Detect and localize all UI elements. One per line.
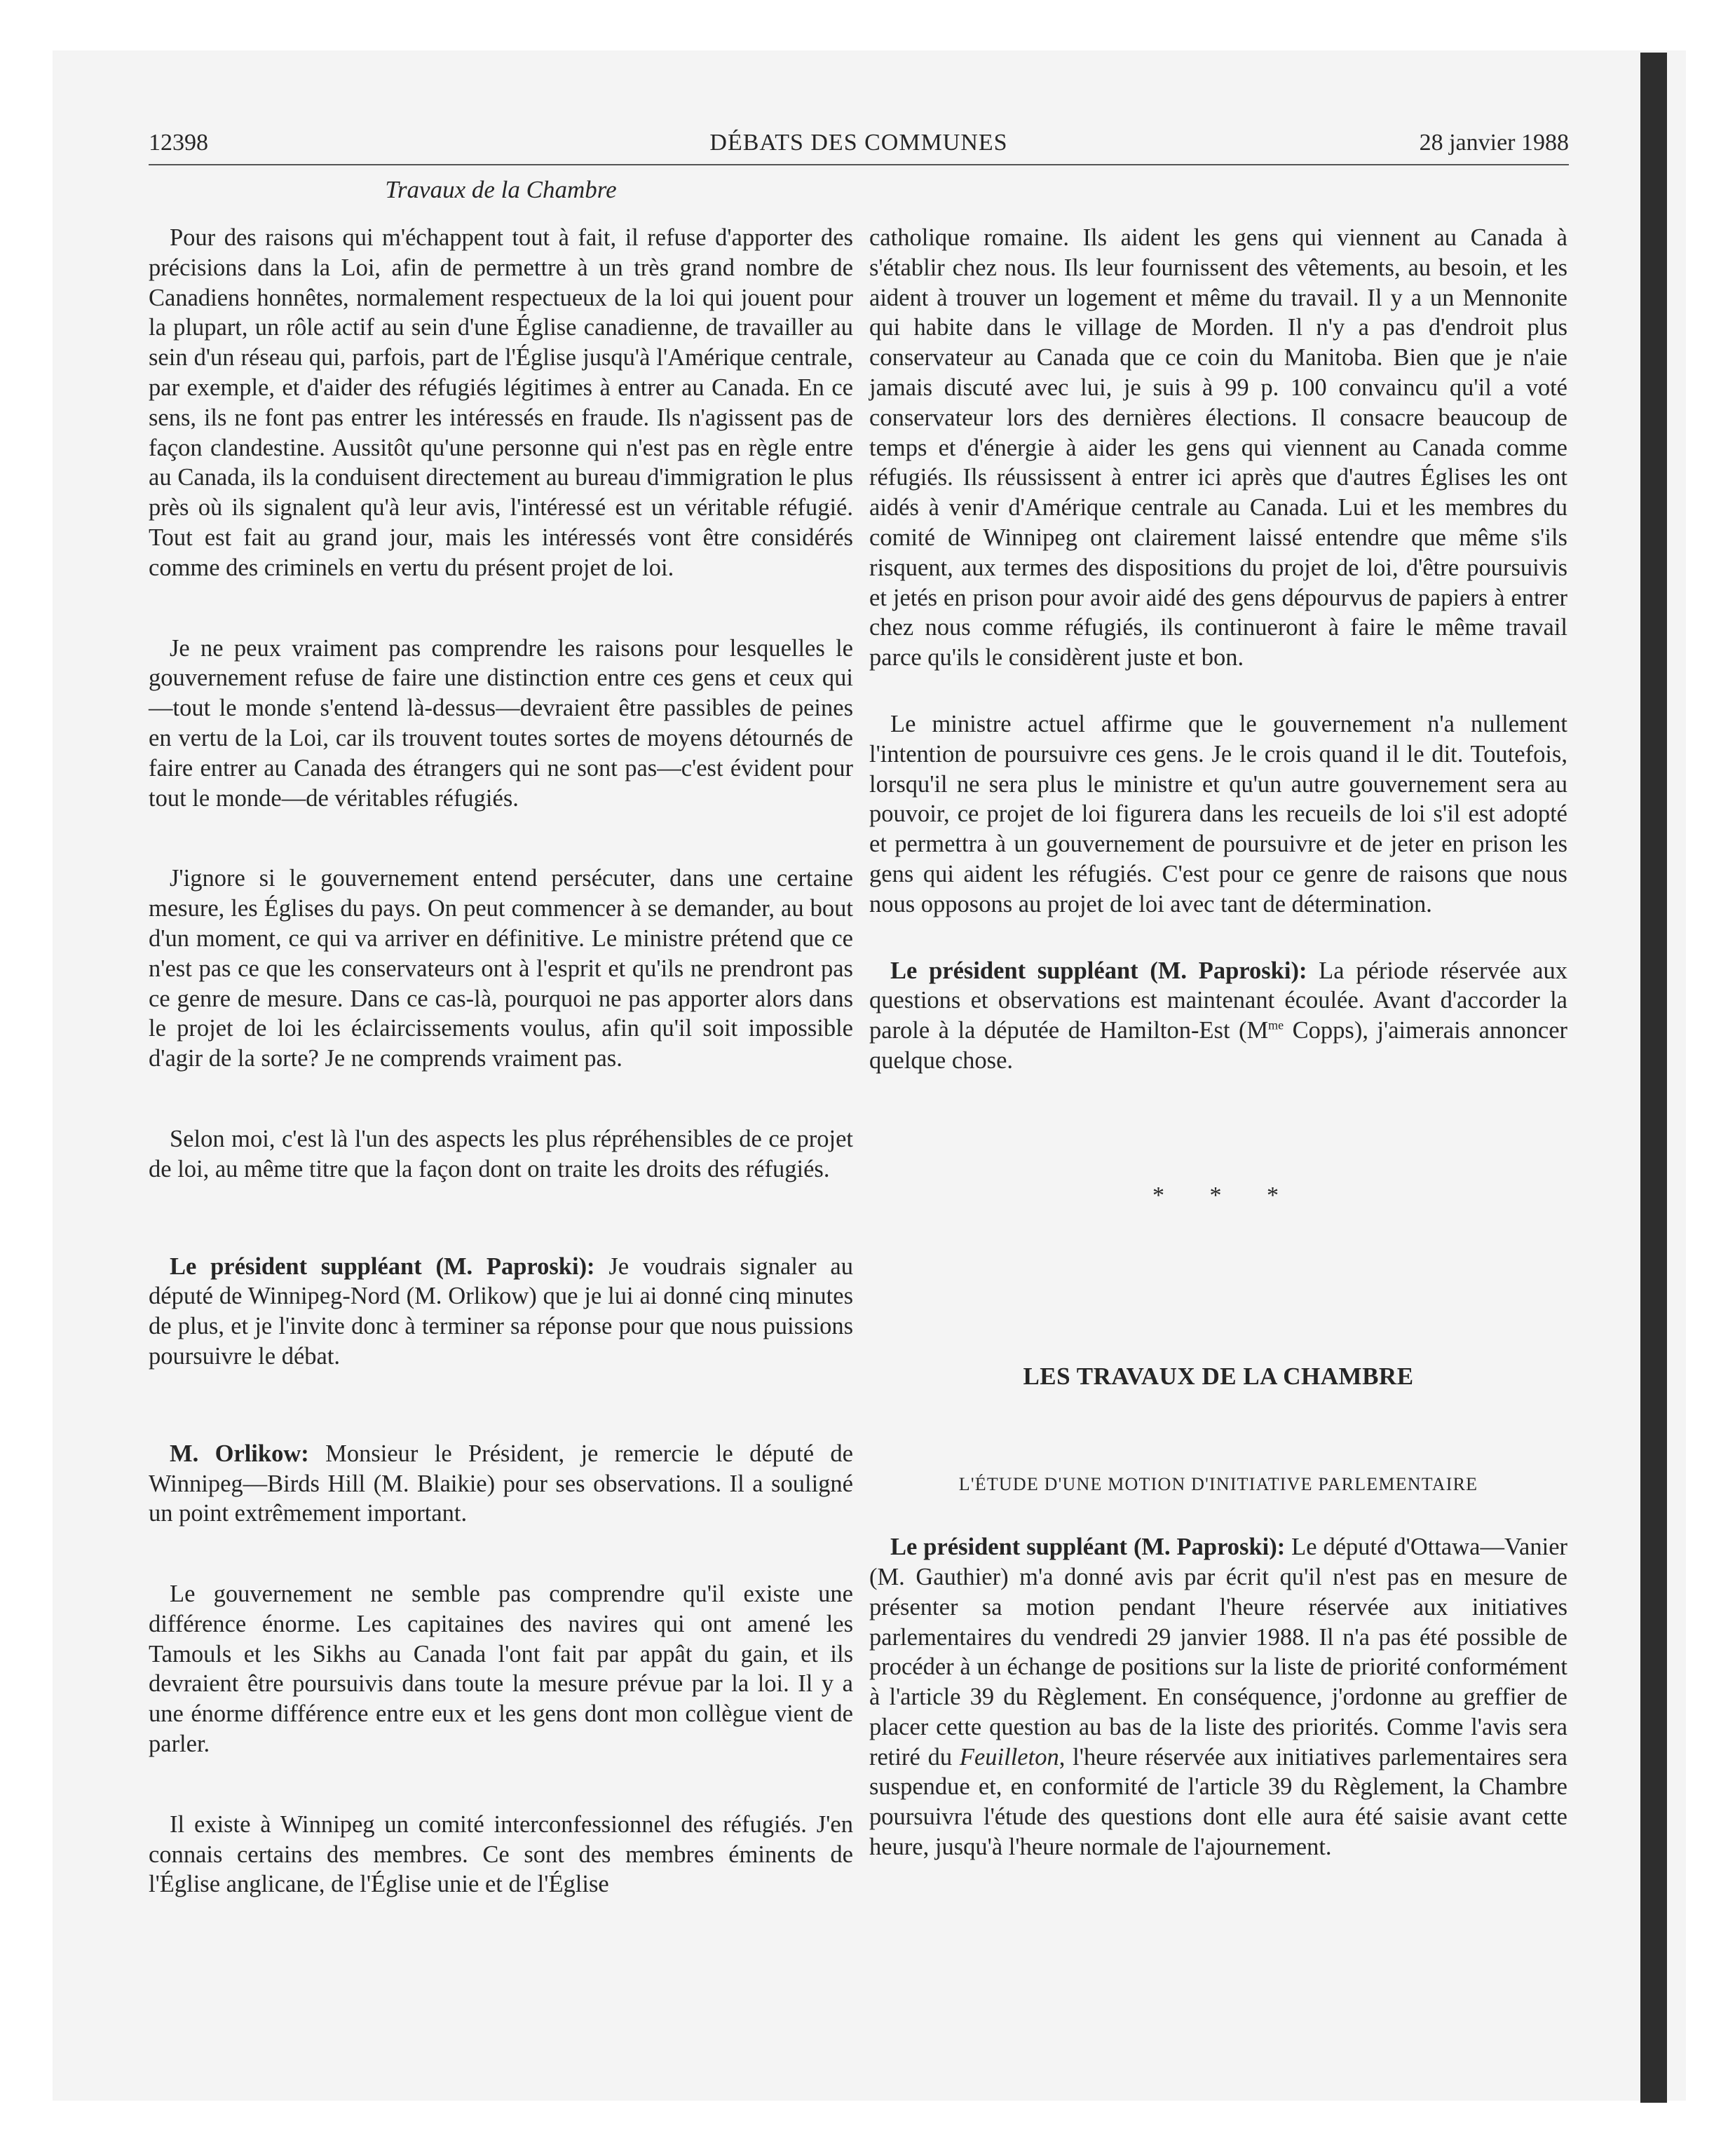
paragraph: Je ne peux vraiment pas comprendre les raisons pour lesquelles le gouvernement refuse de faire une distinction entre ces gens et ceux qui—tout le monde s'entend là-dessus—devraient être passibles de peines en vertu de la Loi, car ils trouvent toutes sortes de moyens détournés de faire entrer au Canada des étrangers qui ne sont pas—c'est évident pour tout le monde—de véritables réfugiés. <box>149 634 853 812</box>
speech-text: Copps), j'aimerais annoncer quelque chose. <box>869 1017 1567 1074</box>
speaker-name: Le président suppléant (M. Paproski): <box>170 1253 595 1280</box>
speech-text: La période réservée aux questions et observations est maintenant écoulée. Avant d'accorder la parole à la députée de Hamilton-Est (M <box>869 957 1567 1044</box>
speech-text: , l'heure réservée aux initiatives parlementaires sera suspendue et, en conformité de l'article 39 du Règlement, la Chambre poursuivra l'étude des questions dont elle aura été saisie avant cette heure, jusqu'à l'heure normale de l'ajournement. <box>869 1743 1567 1861</box>
speaker-paragraph <box>149 1252 853 1372</box>
italic-title: Feuilleton <box>959 1743 1059 1770</box>
section-title: Travaux de la Chambre <box>385 176 617 203</box>
publication-title: DÉBATS DES COMMUNES <box>709 130 1008 156</box>
speaker-paragraph <box>149 1439 853 1529</box>
speaker-name: Le président suppléant (M. Paproski): <box>890 957 1307 984</box>
scan-edge-bar <box>1640 53 1667 2103</box>
paragraph: catholique romaine. Ils aident les gens qui viennent au Canada à s'établir chez nous. Ils leur fournissent des vêtements, au besoin, et les aident à trouver un logement et même du travail. Il y a un Mennonite qui habite dans le village de Morden. Il n'y a pas d'endroit plus conservateur au Canada que ce coin du Manitoba. Bien que je n'aie jamais discuté avec lui, je suis à 99 p. 100 convaincu qu'il a voté conservateur lors des dernières élections. Il consacre beaucoup de temps et d'énergie à aider les gens qui viennent au Canada comme réfugiés. Ils réussissent à entrer ici après que d'autres Églises les ont aidés à venir d'Amérique centrale au Canada. Lui et les membres du comité de Winnipeg ont clairement laissé entendre que même s'ils risquent, aux termes des dispositions du projet de loi, d'être poursuivis et jetés en prison pour avoir aidé des gens dépourvus de papiers à entrer chez nous comme réfugiés, ils continueront à faire le même travail parce qu'ils le considèrent juste et bon. <box>869 224 1567 671</box>
speech-text: Monsieur le Président, je remercie le député de Winnipeg—Birds Hill (M. Blaikie) pour ses observations. Il a souligné un point extrêmement important. <box>149 1440 853 1527</box>
speaker-name: Le président suppléant (M. Paproski): <box>890 1534 1286 1561</box>
section-separator: * * * <box>1152 1182 1298 1208</box>
superscript: me <box>1268 1018 1284 1032</box>
paragraph: Le ministre actuel affirme que le gouvernement n'a nullement l'intention de poursuivre ces gens. Je le crois quand il le dit. Toutefois, lorsqu'il ne sera plus le ministre et qu'un autre gouvernement sera au pouvoir, ce projet de loi figurera dans les recueils de loi s'il est adopté et permettra à un gouvernement de poursuivre et de jeter en prison les gens qui aident les réfugiés. C'est pour ce genre de raisons que nous nous opposons au projet de loi avec tant de détermination. <box>869 710 1567 917</box>
issue-date: 28 janvier 1988 <box>1419 130 1569 156</box>
speech-text: Je voudrais signaler au député de Winnipeg-Nord (M. Orlikow) que je lui ai donné cinq minutes de plus, et je l'invite donc à terminer sa réponse pour que nous puissions poursuivre le débat. <box>149 1253 853 1370</box>
right-column <box>869 223 1567 1862</box>
speech-text: Le député d'Ottawa—Vanier (M. Gauthier) m'a donné avis par écrit qu'il n'est pas en mesure de présenter sa motion pendant l'heure réservée aux initiatives parlementaires du vendredi 29 janvier 1988. Il n'a pas été possible de procéder à un échange de positions sur la liste de priorité conformément à l'article 39 du Règlement. En conséquence, j'ordonne au greffier de placer cette question au bas de la liste des priorités. Comme l'avis sera retiré du <box>869 1534 1567 1770</box>
page-number: 12398 <box>149 130 208 156</box>
section-heading: LES TRAVAUX DE LA CHAMBRE <box>1023 1362 1414 1390</box>
speaker-paragraph <box>869 956 1567 1076</box>
paragraph: Pour des raisons qui m'échappent tout à fait, il refuse d'apporter des précisions dans la Loi, afin de permettre à un très grand nombre de Canadiens honnêtes, normalement respectueux de la loi qui jouent pour la plupart, un rôle actif au sein d'une Église canadienne, de travailler au sein d'un réseau qui, parfois, part de l'Église jusqu'à l'Amérique centrale, par exemple, et d'aider des réfugiés légitimes à entrer au Canada. En ce sens, ils ne font pas entrer les intéressés en fraude. Ils n'agissent pas de façon clandestine. Aussitôt qu'une personne qui n'est pas en règle entre au Canada, ils la conduisent directement au bureau d'immigration le plus près où ils signalent qu'à leur avis, l'intéressé est un véritable réfugié. Tout est fait au grand jour, mais les intéressés vont être considérés comme des criminels en vertu du présent projet de loi. <box>149 224 853 581</box>
speaker-paragraph <box>869 1532 1567 1862</box>
running-header <box>149 128 1569 165</box>
subsection-heading: L'ÉTUDE D'UNE MOTION D'INITIATIVE PARLEMENTAIRE <box>958 1474 1478 1495</box>
left-column <box>149 223 853 1899</box>
paragraph: Il existe à Winnipeg un comité interconfessionnel des réfugiés. J'en connais certains des membres. Ce sont des membres éminents de l'Église anglicane, de l'Église unie et de l'Église <box>149 1810 853 1898</box>
paragraph: Le gouvernement ne semble pas comprendre qu'il existe une différence énorme. Les capitaines des navires qui ont amené les Tamouls et les Sikhs au Canada l'ont fait par appât du gain, et ils devraient être poursuivis dans toute la mesure prévue par la loi. Il y a une énorme différence entre eux et les gens dont mon collègue vient de parler. <box>149 1581 853 1758</box>
speaker-name: M. Orlikow: <box>170 1440 309 1467</box>
paragraph: Selon moi, c'est là l'un des aspects les plus répréhensibles de ce projet de loi, au même titre que la façon dont on traite les droits des réfugiés. <box>149 1125 853 1182</box>
paragraph: J'ignore si le gouvernement entend persécuter, dans une certaine mesure, les Églises du pays. On peut commencer à se demander, au bout d'un moment, ce qui va arriver en définitive. Le ministre prétend que ce n'est pas ce que les conservateurs ont à l'esprit et qu'ils ne prendront pas ce genre de mesure. Dans ce cas-là, pourquoi ne pas apporter alors dans le projet de loi les éclaircissements voulus, afin qu'il soit impossible d'agir de la sorte? Je ne comprends vraiment pas. <box>149 865 853 1072</box>
